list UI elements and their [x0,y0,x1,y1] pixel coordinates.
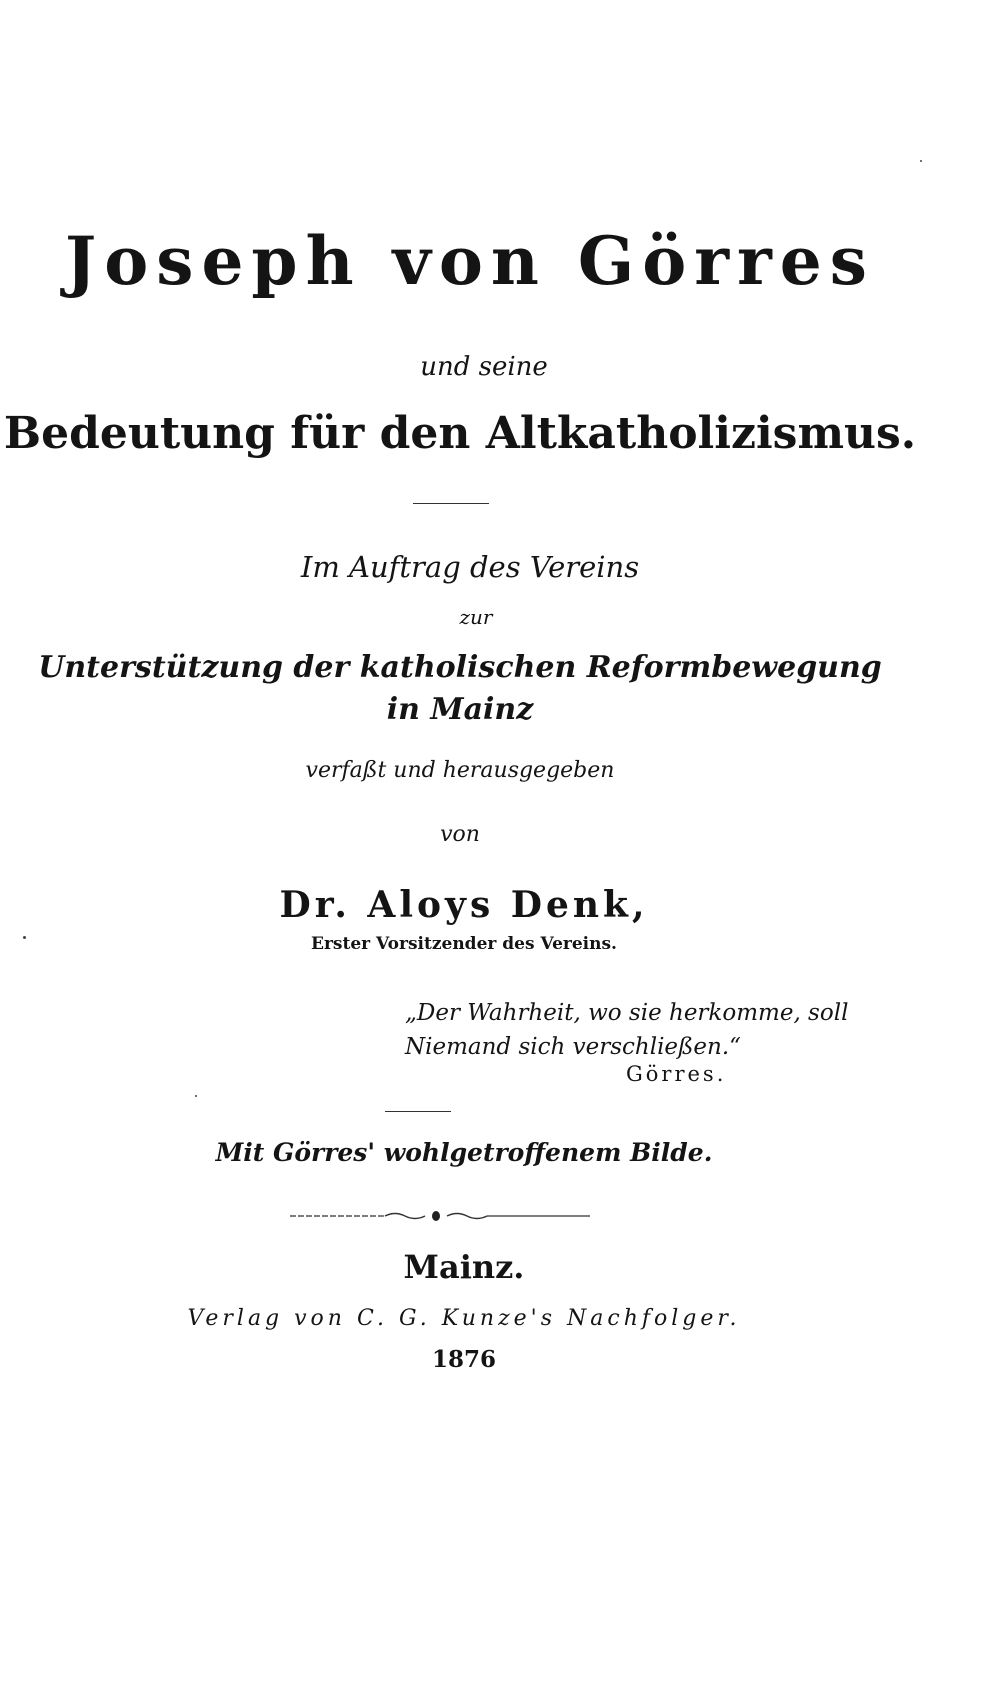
paper-speck [23,936,26,939]
epigraph-line2: Niemand sich verschließen.“ [405,1034,741,1060]
ornament-divider-icon [290,1210,590,1222]
paper-speck [195,1095,197,1097]
publisher: Verlag von C. G. Kunze's Nachfolger. [187,1306,741,1331]
author-role: Erster Vorsitzender des Vereins. [311,934,617,954]
book-title: Joseph von Görres [65,222,875,300]
society-name-line2: in Mainz [386,692,534,727]
society-name-line1: Unterstützung der katholischen Reformbewegung [38,650,882,685]
divider-rule [385,1111,451,1112]
by-line: von [440,822,480,847]
authored-line: verfaßt und herausgegeben [305,758,615,783]
author-name: Dr. Aloys Denk, [279,884,649,926]
book-subtitle: Bedeutung für den Altkatholizismus. [3,408,917,459]
divider-rule [413,503,489,504]
publication-place: Mainz. [403,1248,525,1286]
epigraph-attribution: Görres. [626,1062,727,1086]
title-connector: und seine [420,352,548,382]
zur-line: zur [459,605,493,629]
publication-year: 1876 [431,1346,496,1373]
paper-speck [920,160,922,162]
commission-line: Im Auftrag des Vereins [300,550,640,584]
epigraph-line1: „Der Wahrheit, wo sie herkomme, soll [405,1000,849,1026]
epigraph [405,996,848,1064]
illustration-note: Mit Görres' wohlgetroffenem Bilde. [215,1138,713,1167]
